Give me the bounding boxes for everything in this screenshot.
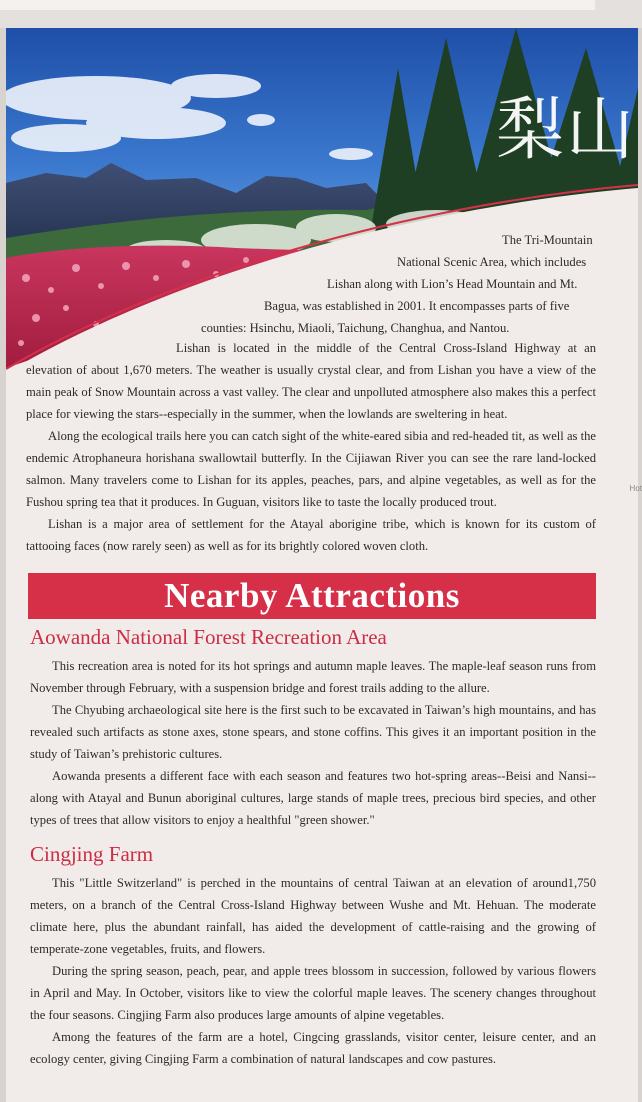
intro-line-2: National Scenic Area, which includes [397,255,587,269]
aowanda-paragraph-1: This recreation area is noted for its hot springs and autumn maple leaves. The maple-leaf season runs from November through February, with a suspension bridge and forest trails adding to the allure. [30,659,596,695]
intro-paragraph-3: Lishan is a major area of settlement for the Atayal aborigine tribe, which is known for its custom of tattooing faces (now rarely seen) as well as for its brightly colored woven cloth. [26,517,596,553]
aowanda-paragraph-3: Aowanda presents a different face with each season and features two hot-spring areas--Beisi and Nansi--along with Atayal and Bunun aboriginal cultures, large stands of maple trees, precious bird species, and other types of trees that allow visitors to enjoy a healthful "green shower." [30,769,596,827]
cingjing-paragraph-2: During the spring season, peach, pear, and apple trees blossom in succession, followed by various flowers in April and May. In October, visitors like to view the colorful maple leaves. The scenery changes throughout the four seasons. Cingjing Farm also produces large amounts of alpine vegetables. [30,964,596,1022]
intro-body [26,337,596,557]
intro-paragraph-2: Along the ecological trails here you can catch sight of the white-eared sibia and red-headed tit, as well as the endemic Atrophaneura horishana swallowtail butterfly. In the Cijiawan River you can see the rare land-locked salmon. Many travelers come to Lishan for its apples, peaches, pars, and alpine vegetables, as well as for the Fushou spring tea that it produces. In Guguan, visitors like to taste the locally produced trout. [26,429,596,509]
previous-page-edge [0,0,595,10]
nearby-attractions-banner [28,573,596,619]
page-top-strip [0,0,642,28]
brochure-page [6,28,638,1102]
side-tag: Hot [629,484,642,493]
cingjing-paragraph-3: Among the features of the farm are a hotel, Cingcing grasslands, visitor center, leisure center, and an ecology center, giving Cingjing Farm a combination of natural landscapes and cow pastures. [30,1030,596,1066]
banner-title: Nearby Attractions [164,576,460,615]
aowanda-paragraph-2: The Chyubing archaeological site here is the first such to be excavated in Taiwan’s high mountains, and has revealed such artifacts as stone axes, stone spears, and stone coffins. This gives it an important position in the study of Taiwan’s prehistoric cultures. [30,703,596,761]
intro-line-1: The Tri-Mountain [502,233,593,247]
section-title-aowanda: Aowanda National Forest Recreation Area [30,625,387,649]
section-aowanda [30,655,596,831]
section-cingjing [30,872,596,1070]
intro-line-3: Lishan along with Lion’s Head Mountain and Mt. [327,277,578,291]
chinese-title: 梨山 [495,91,636,170]
intro-line-4: Bagua, was established in 2001. It encompasses parts of five [264,299,570,313]
intro-line-5: counties: Hsinchu, Miaoli, Taichung, Changhua, and Nantou. [201,321,510,335]
intro-text [26,229,594,339]
intro-paragraph-1: Lishan is located in the middle of the Central Cross-Island Highway at an elevation of about 1,670 meters. The weather is usually crystal clear, and from Lishan you have a view of the main peak of Snow Mountain across a vast valley. The clear and unpolluted atmosphere also makes this a perfect place for viewing the stars--especially in the summer, when the lowlands are sweltering in heat. [26,341,596,421]
section-title-cingjing: Cingjing Farm [30,842,154,866]
cingjing-paragraph-1: This "Little Switzerland" is perched in the mountains of central Taiwan at an elevation of around1,750 meters, on a branch of the Central Cross-Island Highway between Wushe and Mt. Hehuan. The moderate climate here, plus the abundant rainfall, has aided the development of cattle-raising and the growing of temperate-zone vegetables, fruits, and flowers. [30,876,596,956]
